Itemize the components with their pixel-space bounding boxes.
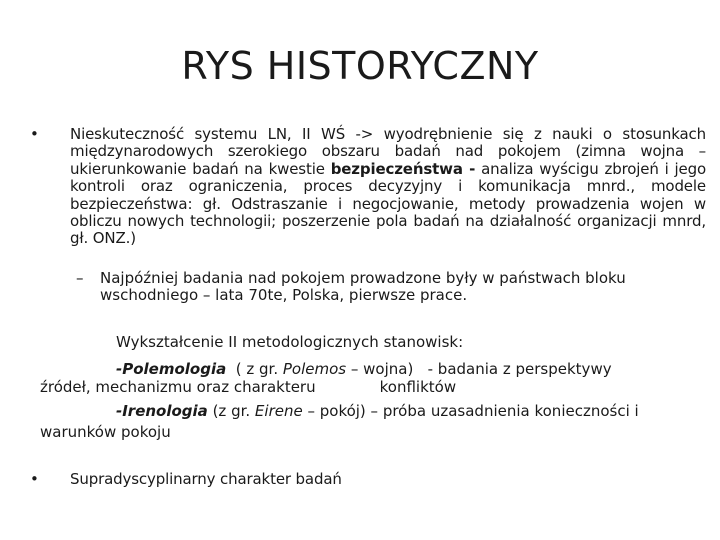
polemologia-greek: Polemos xyxy=(282,360,347,378)
bullet-text xyxy=(70,126,706,248)
irenologia-open: (z gr. xyxy=(207,402,255,420)
irenologia-term: -Irenologia xyxy=(116,402,208,420)
bullet-marker: • xyxy=(30,125,39,143)
polemologia-open: ( z gr. xyxy=(226,360,283,378)
polemologia-line xyxy=(116,361,696,378)
bullet-text-part: Nieskuteczność systemu LN, II WŚ -> wyodrębnienie się z nauki o stosunkach międzynarodowych szerokiego obszaru badań nad pokojem (zimna wojna – ukierunkowanie badań na kwestie xyxy=(70,125,706,178)
sub-bullet-item xyxy=(76,270,676,310)
irenologia-greek: Eirene xyxy=(254,402,303,420)
sources-text: źródeł, mechanizmu oraz charakteru xyxy=(40,378,316,396)
conflicts-text: konfliktów xyxy=(379,378,457,396)
conditions-line: warunków pokoju xyxy=(40,423,171,441)
irenologia-line xyxy=(116,403,696,420)
sub-bullet-marker: – xyxy=(76,269,84,287)
bullet-item-2 xyxy=(30,471,700,491)
sources-line xyxy=(40,379,680,396)
bullet-text-part: analiza wyścigu zbrojeń i jego kontroli oraz ograniczenia, proces decyzyjny i komunikacja mnrd., modele bezpieczeństwa: gł. Odstraszanie i negocjowanie, metody prowadzenia wojen w obliczu nowych technologii; poszerzenie pola badań na działalność organizacji mnrd, gł. ONZ.) xyxy=(70,159,706,248)
polemologia-rest: – wojna) - badania z perspektywy xyxy=(346,360,612,378)
bullet-text: Supradyscyplinarny charakter badań xyxy=(70,470,342,488)
irenologia-rest: – pokój) – próba uzasadnienia konieczności i xyxy=(302,402,639,420)
slide-title: RYS HISTORYCZNY xyxy=(181,44,539,88)
sub-bullet-text: Najpóźniej badania nad pokojem prowadzone były w państwach bloku wschodniego – lata 70te, Polska, pierwsze prace. xyxy=(100,269,626,305)
bullet-marker: • xyxy=(30,470,39,488)
polemologia-term: -Polemologia xyxy=(116,360,227,378)
methodology-line: Wykształcenie II metodologicznych stanowisk: xyxy=(116,333,464,351)
bullet-item-1 xyxy=(30,125,706,286)
bullet-text-bold: bezpieczeństwa - xyxy=(330,159,476,178)
